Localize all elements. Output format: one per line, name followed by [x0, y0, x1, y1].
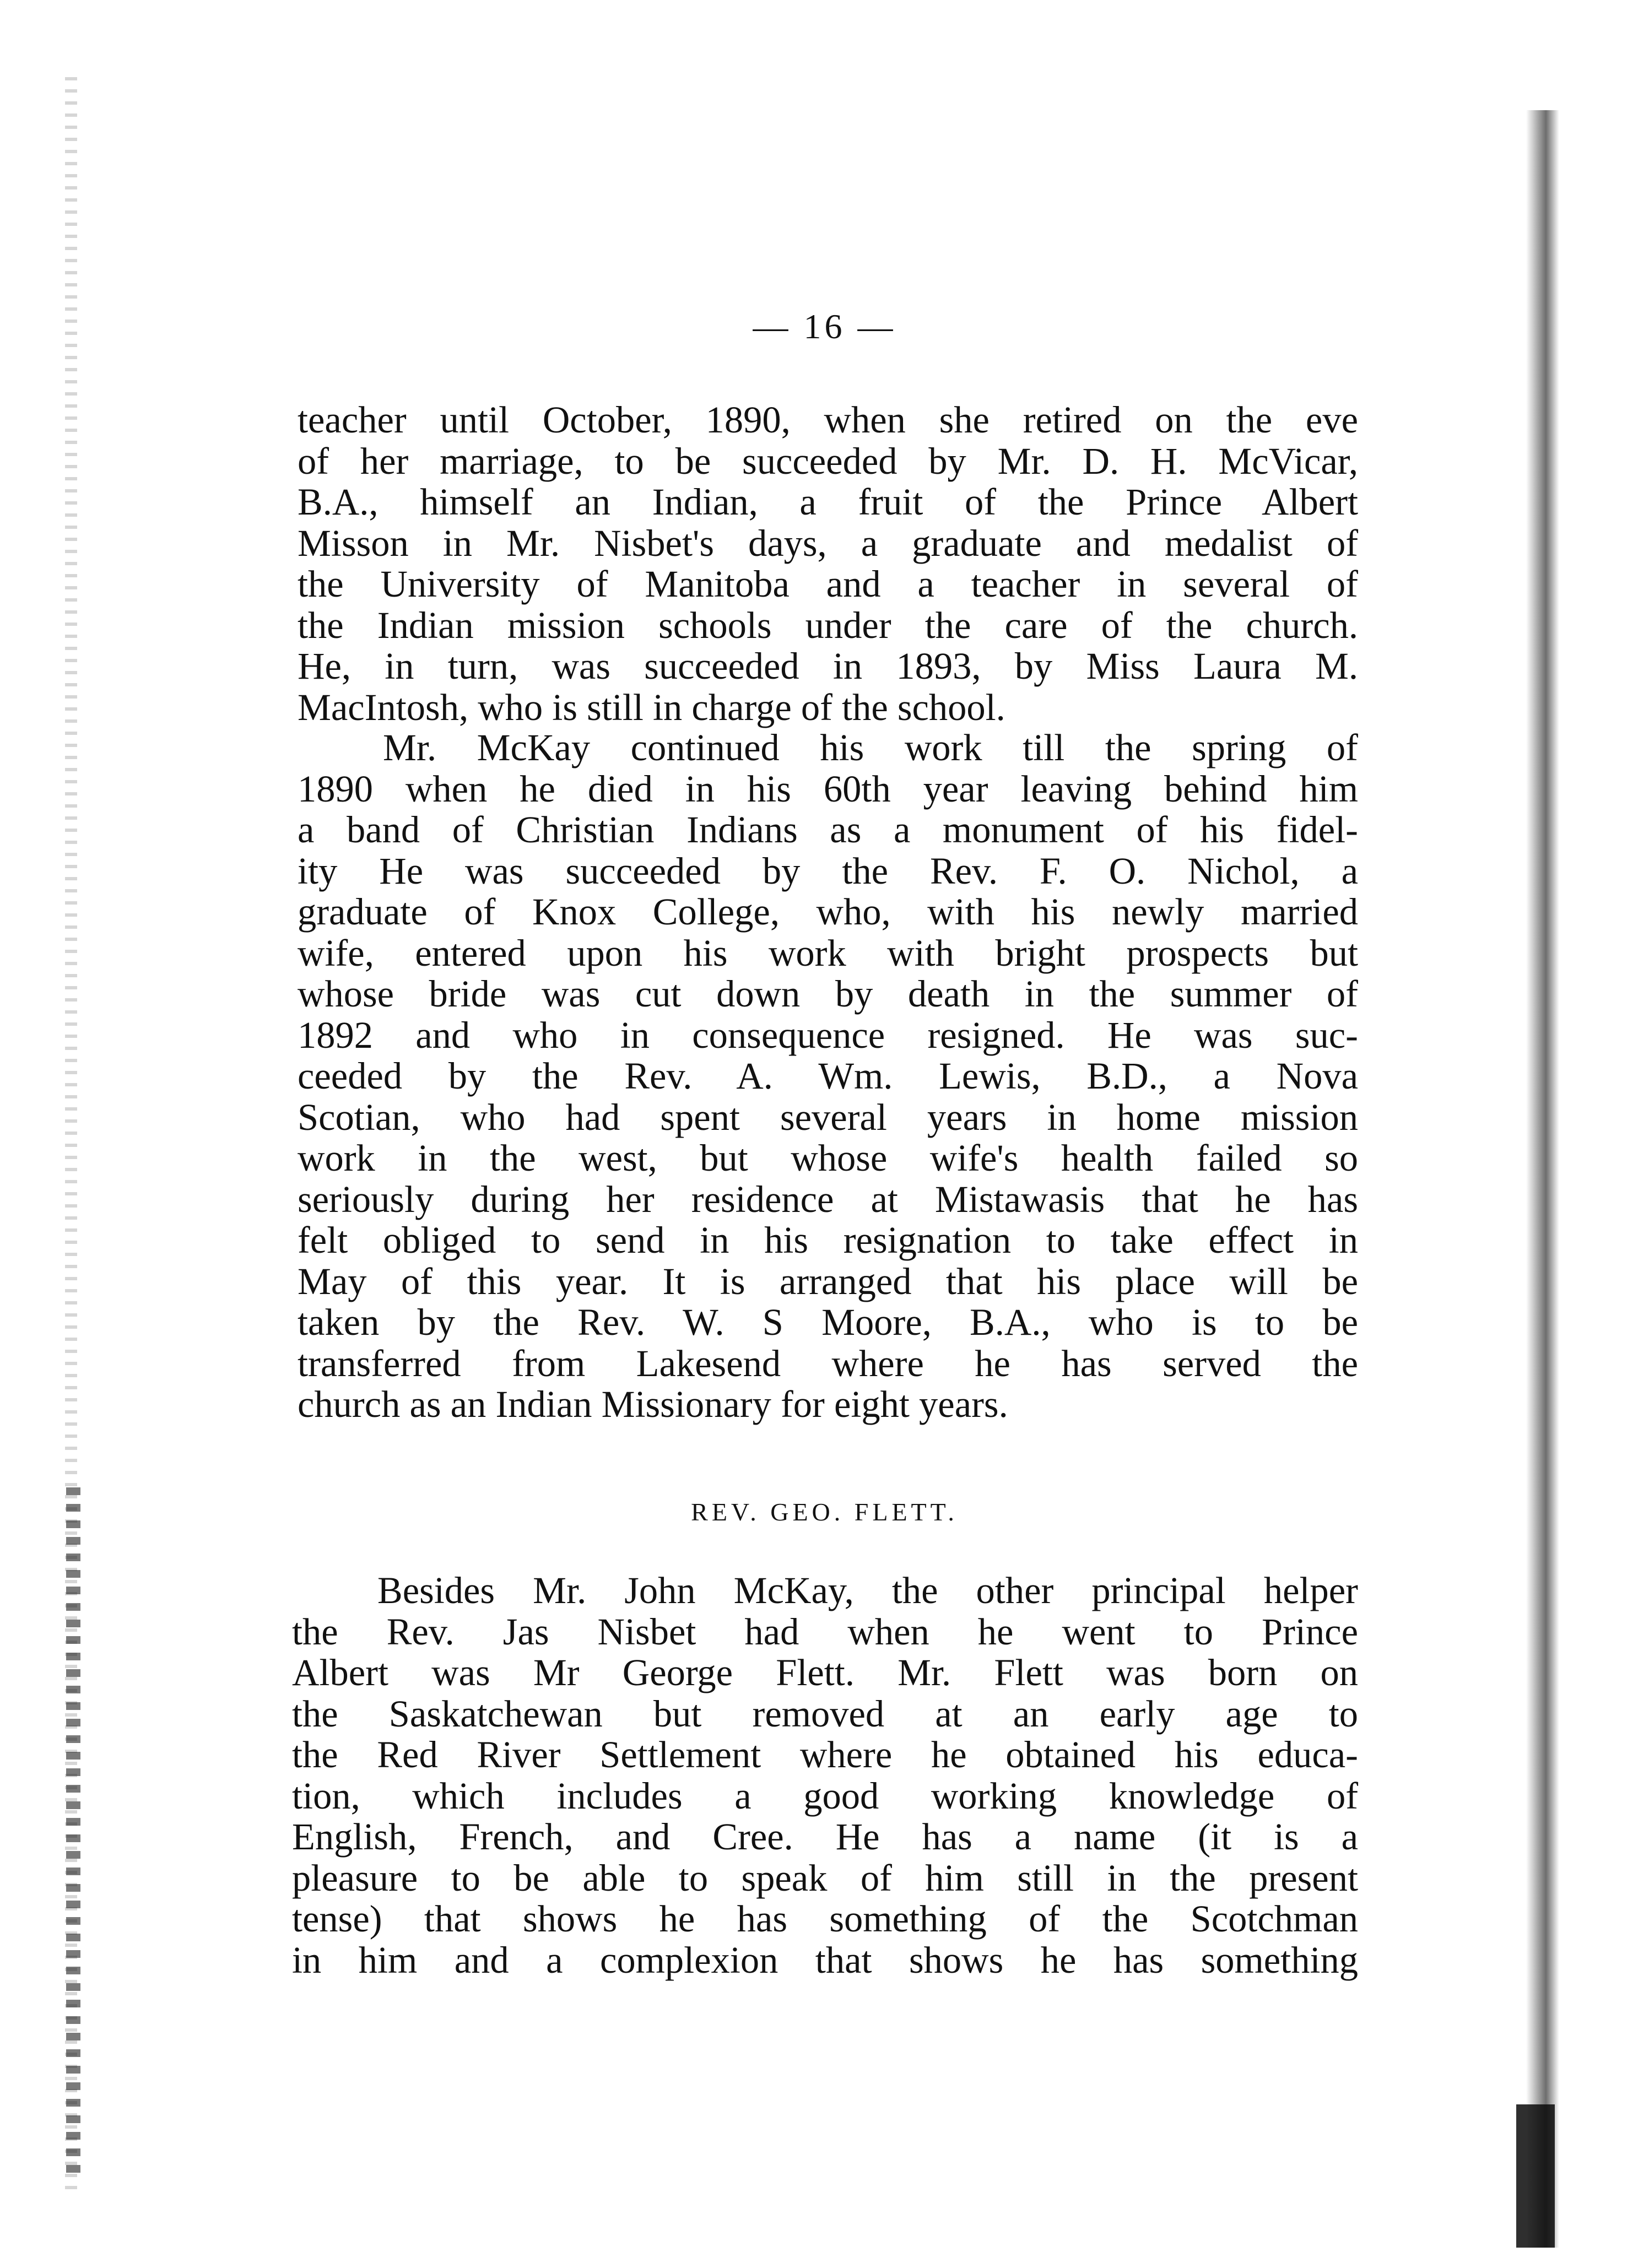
text-line: the Red River Settlement where he obtained his educa- — [292, 1734, 1358, 1776]
scan-edge-right-bottom — [1516, 2104, 1555, 2248]
text-line: 1892 and who in consequence resigned. He was suc- — [298, 1014, 1358, 1056]
text-line: graduate of Knox College, who, with his newly married — [298, 891, 1358, 933]
text-line: Misson in Mr. Nisbet's days, a graduate and medalist of — [298, 522, 1358, 564]
text-line: seriously during her residence at Mistawasis that he has — [298, 1178, 1358, 1220]
text-line: a band of Christian Indians as a monument of his fidel- — [298, 809, 1358, 851]
text-line: tion, which includes a good working knowledge of — [292, 1774, 1358, 1817]
text-line: pleasure to be able to speak of him still in the present — [292, 1856, 1358, 1899]
text-line: ity He was succeeded by the Rev. F. O. Nichol, a — [298, 849, 1358, 892]
text-line: Albert was Mr George Flett. Mr. Flett was born on — [292, 1652, 1358, 1693]
section-heading: REV. GEO. FLETT. — [691, 1498, 958, 1526]
text-line: B.A., himself an Indian, a fruit of the Prince Albert — [298, 481, 1358, 523]
text-line: whose bride was cut down by death in the summer of — [298, 973, 1358, 1015]
text-line: in him and a complexion that shows he has something — [292, 1939, 1358, 1981]
page-number: — 16 — — [753, 307, 896, 346]
text-line: work in the west, but whose wife's health failed so — [298, 1137, 1358, 1179]
paragraph-2 — [298, 727, 1358, 1425]
text-line: teacher until October, 1890, when she retired on the eve — [298, 399, 1358, 441]
text-line: church as an Indian Missionary for eight years. — [298, 1383, 1008, 1425]
text-line: 1890 when he died in his 60th year leaving behind him — [298, 767, 1358, 810]
text-line: taken by the Rev. W. S Moore, B.A., who is to be — [298, 1301, 1358, 1343]
text-line: ceeded by the Rev. A. Wm. Lewis, B.D., a Nova — [298, 1055, 1358, 1097]
paragraph-3 — [292, 1570, 1358, 1980]
text-line: the Rev. Jas Nisbet had when he went to Prince — [292, 1610, 1358, 1653]
text-line: Besides Mr. John McKay, the other principal helper — [377, 1569, 1358, 1611]
text-line: the University of Manitoba and a teacher in several of — [298, 563, 1358, 605]
text-line: felt obliged to send in his resignation to take effect in — [298, 1219, 1358, 1261]
text-line: MacIntosh, who is still in charge of the school. — [298, 686, 1005, 728]
text-line: Mr. McKay continued his work till the spring of — [383, 727, 1358, 768]
paragraph-1 — [298, 399, 1358, 728]
text-line: the Saskatchewan but removed at an early age to — [292, 1692, 1358, 1735]
text-line: wife, entered upon his work with bright prospects but — [298, 932, 1358, 974]
text-line: English, French, and Cree. He has a name (it is a — [292, 1816, 1358, 1858]
text-line: of her marriage, to be succeeded by Mr. D. H. McVicar, — [298, 440, 1358, 482]
scan-edge-left-dark — [66, 1487, 80, 2176]
text-line: the Indian mission schools under the care of the church. — [298, 604, 1358, 646]
text-line: tense) that shows he has something of the Scotchman — [292, 1898, 1358, 1940]
scan-edge-right — [1526, 110, 1559, 2248]
text-line: He, in turn, was succeeded in 1893, by Miss Laura M. — [298, 645, 1358, 687]
text-line: transferred from Lakesend where he has served the — [298, 1342, 1358, 1384]
text-line: May of this year. It is arranged that his place will be — [298, 1260, 1358, 1302]
text-line: Scotian, who had spent several years in home mission — [298, 1096, 1358, 1138]
